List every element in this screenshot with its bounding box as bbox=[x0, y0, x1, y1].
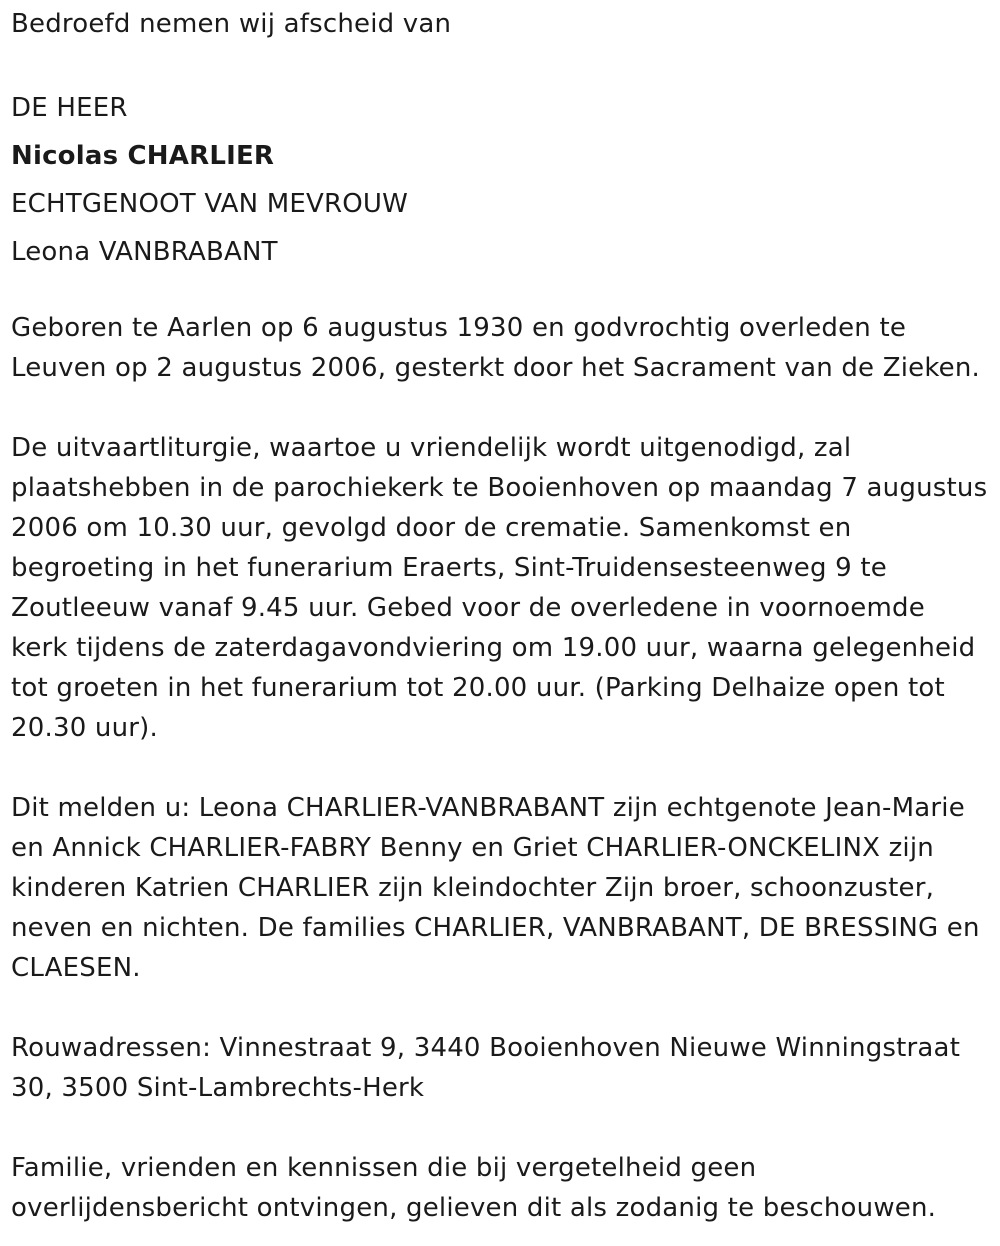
funeral-paragraph: De uitvaartliturgie, waartoe u vriendelijk wordt uitgenodigd, zal plaatshebben in de parochiekerk te Booienhoven op maandag 7 augustus 2006 om 10.30 uur, gevolgd door de crematie. Samenkomst en begroeting in het funerarium Eraerts, Sint-Truidensesteenweg 9 te Zoutleeuw vanaf 9.45 uur. Gebed voor de overledene in voornoemde kerk tijdens de zaterdagavondviering om 19.00 uur, waarna gelegenheid tot groeten in het funerarium tot 20.00 uur. (Parking Delhaize open tot 20.30 uur). bbox=[11, 433, 988, 743]
deceased-heading bbox=[11, 84, 990, 276]
family-paragraph: Dit melden u: Leona CHARLIER-VANBRABANT zijn echtgenote Jean-Marie en Annick CHARLIER-FABRY Benny en Griet CHARLIER-ONCKELINX zijn kinderen Katrien CHARLIER zijn kleindochter Zijn broer, schoonzuster, neven en nichten. De families CHARLIER, VANBRABANT, DE BRESSING en CLAESEN. bbox=[11, 793, 980, 983]
intro-line: Bedroefd nemen wij afscheid van bbox=[11, 9, 452, 39]
relation-line: ECHTGENOOT VAN MEVROUW bbox=[11, 189, 409, 219]
spouse-name: Leona VANBRABANT bbox=[11, 237, 278, 267]
birth-death-paragraph: Geboren te Aarlen op 6 augustus 1930 en godvrochtig overleden te Leuven op 2 augustus 2006, gesterkt door het Sacrament van de Zieken. bbox=[11, 313, 981, 383]
addresses-paragraph: Rouwadressen: Vinnestraat 9, 3440 Booienhoven Nieuwe Winningstraat 30, 3500 Sint-Lambrechts-Herk bbox=[11, 1033, 961, 1103]
title-line: DE HEER bbox=[11, 93, 128, 123]
closing-paragraph: Familie, vrienden en kennissen die bij vergetelheid geen overlijdensbericht ontvingen, gelieven dit als zodanig te beschouwen. bbox=[11, 1153, 937, 1223]
deceased-name: Nicolas CHARLIER bbox=[11, 141, 275, 171]
